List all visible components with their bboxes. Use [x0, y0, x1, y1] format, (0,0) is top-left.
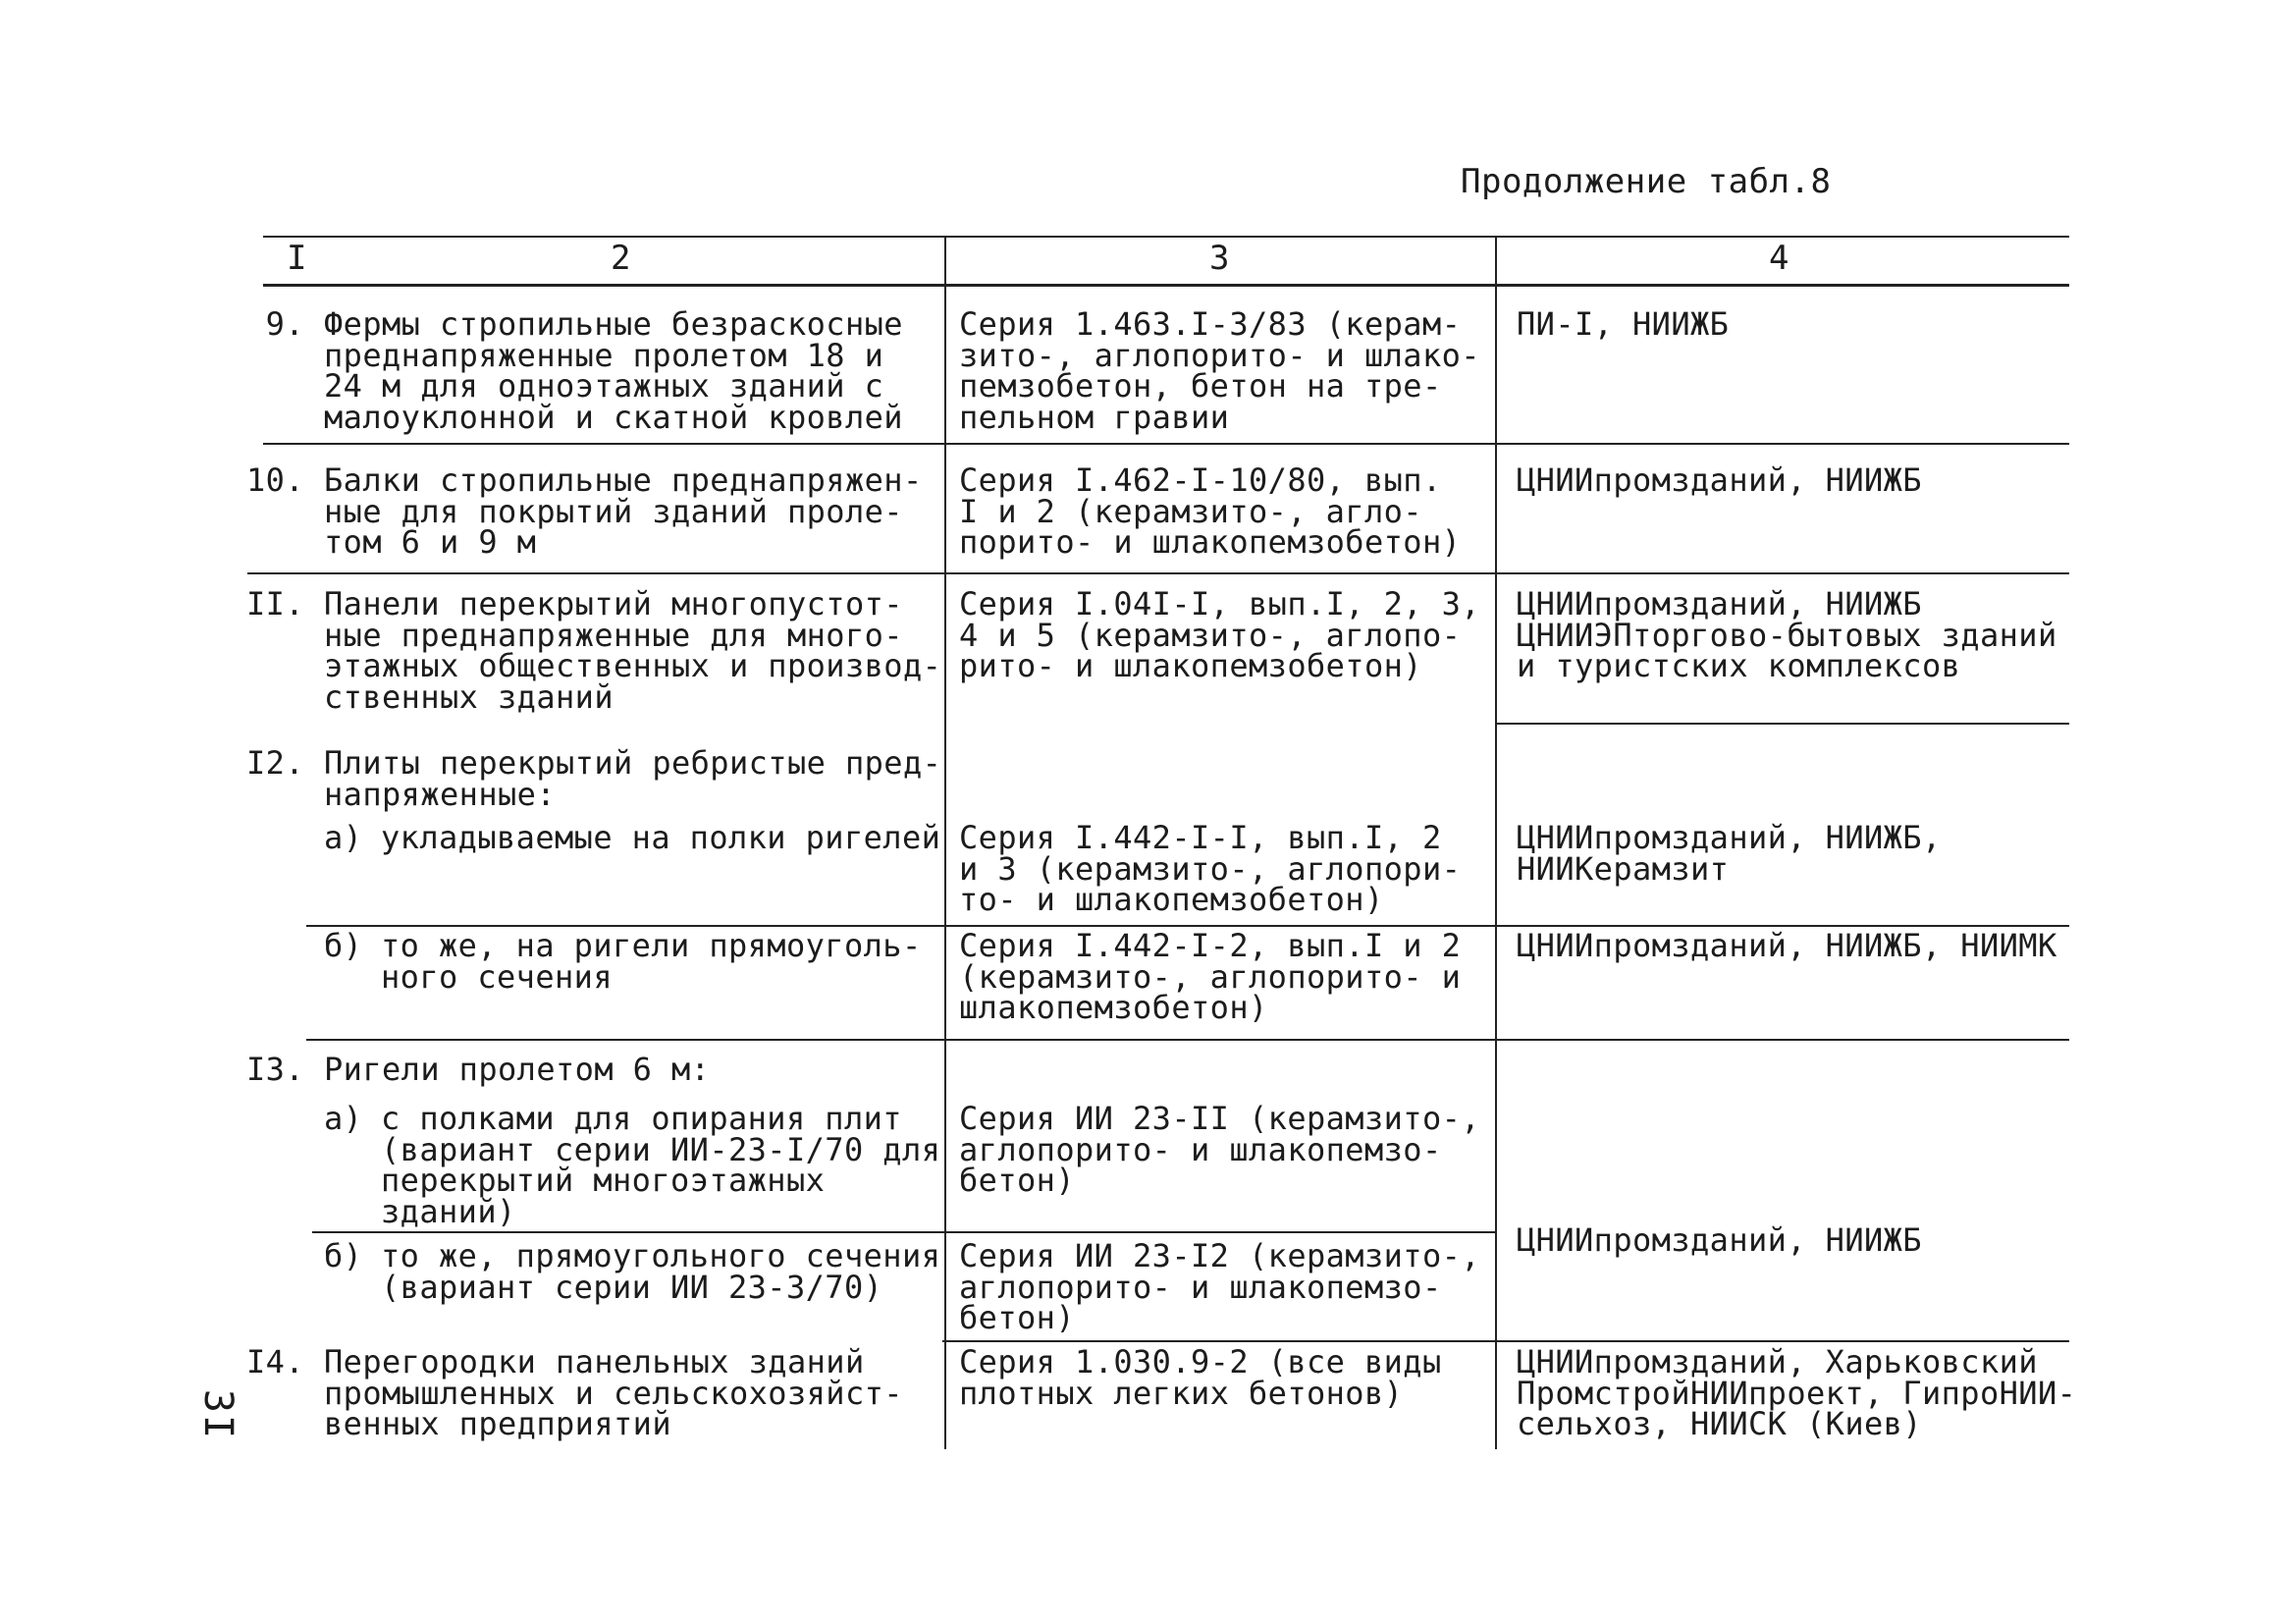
sub-item-series: Серия ИИ 23-II (керамзито-, аглопорито- и шлакопемзо- бетон) [959, 1100, 1480, 1199]
row-9-bottom-rule [263, 443, 2069, 445]
sub-item-organization: ЦНИИпромзданий, НИИЖБ, НИИКерамзит [1517, 819, 1942, 888]
header-col-1: I [287, 239, 307, 278]
row-number: I3. [246, 1051, 304, 1088]
header-col-2: 2 [611, 239, 631, 278]
page-number: 3I [195, 1388, 241, 1441]
row-organization: ПИ-I, НИИЖБ [1517, 305, 1730, 343]
row-name: Ригели пролетом 6 м: [324, 1051, 711, 1088]
row-number: I2. [246, 744, 304, 782]
row-series: Серия 1.030.9-2 (все виды плотных легких бетонов) [959, 1343, 1442, 1412]
row-name: Балки стропильные преднапряжен- ные для покрытий зданий проле- том 6 и 9 м [324, 461, 923, 561]
row-number: 9. [265, 305, 304, 343]
row-13a-bottom-rule [312, 1231, 1495, 1233]
row-series: Серия 1.463.I-3/83 (керам- зито-, аглопорито- и шлако- пемзобетон, бетон на тре- пельном гравии [959, 305, 1480, 436]
row-10-bottom-rule [247, 572, 2069, 574]
row-organization: ЦНИИпромзданий, НИИЖБ [1517, 461, 1922, 499]
sub-item-mark: б) [324, 927, 363, 964]
sub-item-series: Серия ИИ 23-I2 (керамзито-, аглопорито- и шлакопемзо- бетон) [959, 1237, 1480, 1336]
sub-item-mark: а) [324, 819, 363, 856]
col-2-3-rule [944, 236, 946, 1449]
row-organization: ЦНИИпромзданий, Харьковский ПромстройНИИпроект, ГипроНИИ- сельхоз, НИИСК (Киев) [1517, 1343, 2077, 1442]
col-3-4-rule [1495, 236, 1497, 1449]
sub-item-mark: б) [324, 1237, 363, 1274]
sub-item-series: Серия I.442-I-2, вып.I и 2 (керамзито-, аглопорито- и шлакопемзобетон) [959, 927, 1462, 1026]
row-organization: ЦНИИпромзданий, НИИЖБ ЦНИИЭПторгово-бытовых зданий и туристских комплексов [1517, 585, 2057, 684]
sub-item-name: то же, на ригели прямоуголь- ного сечения [381, 927, 922, 996]
table-caption: Продолжение табл.8 [1461, 162, 1832, 201]
header-col-3: 3 [1209, 239, 1230, 278]
row-series: Серия I.462-I-10/80, вып. I и 2 (керамзито-, агло- порито- и шлакопемзобетон) [959, 461, 1462, 561]
header-bottom-rule [263, 284, 2069, 287]
sub-item-mark: а) [324, 1100, 363, 1137]
sub-item-name: укладываемые на полки ригелей [381, 819, 941, 856]
row-13-bottom-rule [942, 1340, 2069, 1342]
row-name: Панели перекрытий многопустот- ные преднапряженные для много- этажных общественных и производ- ственных зданий [324, 585, 942, 716]
row-name: Перегородки панельных зданий промышленных и сельскохозяйст- венных предприятий [324, 1343, 903, 1442]
sub-item-organization: ЦНИИпромзданий, НИИЖБ, НИИМК [1517, 927, 2057, 964]
row-11-bottom-rule [1495, 723, 2069, 725]
sub-item-name: с полками для опирания плит (вариант серии ИИ-23-I/70 для перекрытий многоэтажных зданий) [381, 1100, 941, 1230]
table-top-rule [263, 236, 2069, 238]
row-organization: ЦНИИпромзданий, НИИЖБ [1517, 1221, 1922, 1259]
sub-item-series: Серия I.442-I-I, вып.I, 2 и 3 (керамзито-, аглопори- то- и шлакопемзобетон) [959, 819, 1462, 918]
row-name: Фермы стропильные безраскосные преднапряженные пролетом 18 и 24 м для одноэтажных зданий с малоуклонной и скатной кровлей [324, 305, 903, 436]
row-number: II. [246, 585, 304, 623]
sub-item-name: то же, прямоугольного сечения (вариант серии ИИ 23-3/70) [381, 1237, 941, 1306]
row-series: Серия I.04I-I, вып.I, 2, 3, 4 и 5 (керамзито-, аглопо- рито- и шлакопемзобетон) [959, 585, 1480, 684]
row-number: 10. [246, 461, 304, 499]
row-number: I4. [246, 1343, 304, 1380]
row-12b-bottom-rule [306, 1039, 2069, 1041]
row-name: Плиты перекрытий ребристые пред- напряженные: [324, 744, 942, 813]
header-col-4: 4 [1769, 239, 1789, 278]
